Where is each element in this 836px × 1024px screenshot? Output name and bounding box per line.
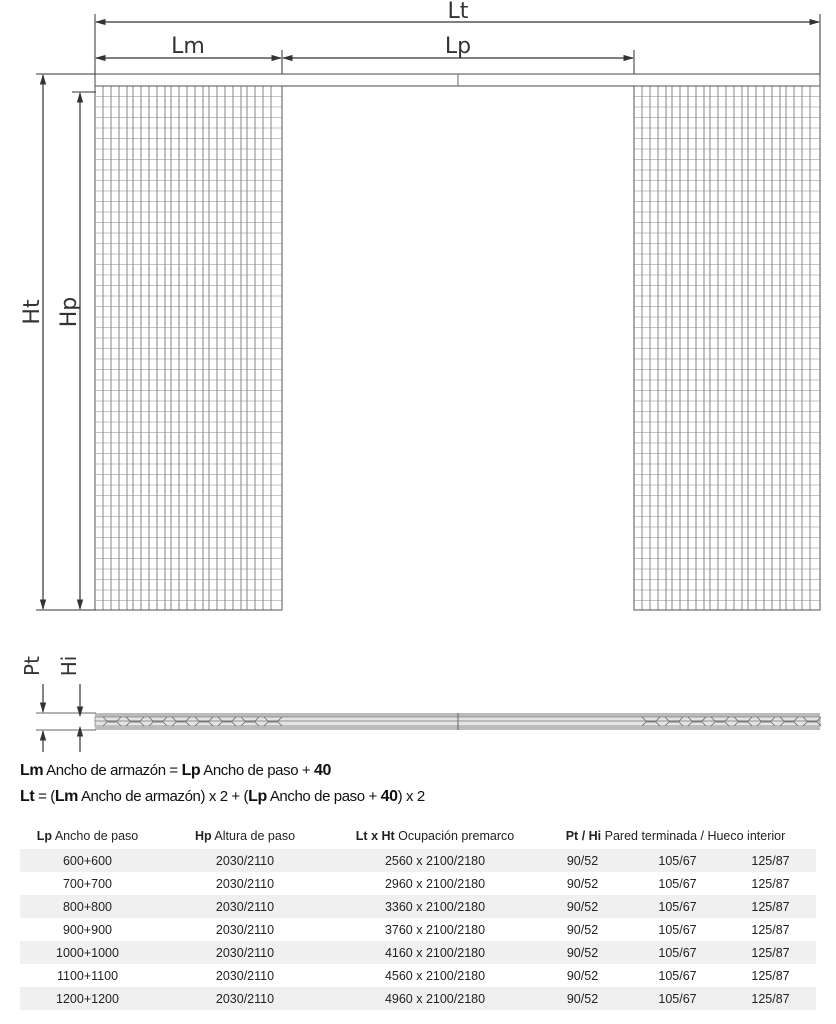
formula2-close: ) x 2 xyxy=(397,788,425,805)
header-lp-text: Ancho de paso xyxy=(52,829,139,843)
table-cell: 90/52 xyxy=(535,987,630,1010)
table-cell: 90/52 xyxy=(535,895,630,918)
table-row xyxy=(20,918,816,941)
table-cell: 3760 x 2100/2180 xyxy=(335,918,535,941)
formula1-plus: 40 xyxy=(314,762,332,779)
table-cell: 105/67 xyxy=(630,964,725,987)
formula2-lt: Lt xyxy=(20,788,35,805)
table-cell: 105/67 xyxy=(630,987,725,1010)
formula2-lm-text: Ancho de armazón) x 2 + ( xyxy=(78,788,249,805)
left-frame-grid xyxy=(95,86,282,610)
dimensions-table xyxy=(20,823,816,1010)
label-pt: Pt xyxy=(20,656,44,676)
formula1-lm: Lm xyxy=(20,762,44,779)
table-cell: 1000+1000 xyxy=(20,941,155,964)
table-cell: 2030/2110 xyxy=(155,964,335,987)
table-cell: 125/87 xyxy=(725,964,816,987)
table-cell: 125/87 xyxy=(725,987,816,1010)
formula1-lp: Lp xyxy=(181,762,201,779)
formula2-eq-open: = ( xyxy=(34,788,55,805)
table-cell: 1200+1200 xyxy=(20,987,155,1010)
table-row xyxy=(20,849,816,872)
header-pt-hi-bold: Pt / Hi xyxy=(565,829,602,843)
label-hi: Hi xyxy=(57,655,81,677)
dimension-lm-lp xyxy=(96,34,634,80)
table-cell: 700+700 xyxy=(20,872,155,895)
table-cell: 4560 x 2100/2180 xyxy=(335,964,535,987)
table-row xyxy=(20,872,816,895)
label-lm: Lm xyxy=(171,34,205,59)
table-cell: 4960 x 2100/2180 xyxy=(335,987,535,1010)
label-ht: Ht xyxy=(20,299,45,325)
formula1-lm-text: Ancho de armazón = xyxy=(43,762,182,779)
table-cell: 105/67 xyxy=(630,941,725,964)
table-cell: 2030/2110 xyxy=(155,918,335,941)
table-row xyxy=(20,987,816,1010)
header-lt-ht-text: Ocupación premarco xyxy=(394,829,515,843)
table-cell: 90/52 xyxy=(535,849,630,872)
table-cell: 600+600 xyxy=(20,849,155,872)
table-cell: 105/67 xyxy=(630,872,725,895)
table-cell: 125/87 xyxy=(725,895,816,918)
plan-section-view xyxy=(95,713,821,730)
table-row xyxy=(20,941,816,964)
table-row xyxy=(20,964,816,987)
table-cell: 2960 x 2100/2180 xyxy=(335,872,535,895)
table-cell: 105/67 xyxy=(630,895,725,918)
label-hp: Hp xyxy=(57,296,82,328)
dimension-pt-hi xyxy=(20,656,96,752)
table-cell: 3360 x 2100/2180 xyxy=(335,895,535,918)
header-lt-ht xyxy=(335,823,535,849)
dimension-ht-hp xyxy=(20,74,96,610)
table-cell: 125/87 xyxy=(725,918,816,941)
right-frame-grid xyxy=(634,86,820,610)
table-cell: 105/67 xyxy=(630,849,725,872)
header-lp xyxy=(20,823,155,849)
table-cell: 125/87 xyxy=(725,941,816,964)
table-cell: 90/52 xyxy=(535,918,630,941)
table-cell: 105/67 xyxy=(630,918,725,941)
table-cell: 2030/2110 xyxy=(155,849,335,872)
table-header-row xyxy=(20,823,816,849)
formula1-lp-text: Ancho de paso + xyxy=(200,762,315,779)
table-cell: 90/52 xyxy=(535,964,630,987)
header-lt-ht-bold: Lt x Ht xyxy=(355,829,395,843)
formula-total-width xyxy=(20,788,425,806)
formula2-lp: Lp xyxy=(248,788,267,805)
header-hp-text: Altura de paso xyxy=(211,829,296,843)
table-cell: 900+900 xyxy=(20,918,155,941)
header-hp xyxy=(155,823,335,849)
formula2-lp-text: Ancho de paso + xyxy=(266,788,381,805)
table-row xyxy=(20,895,816,918)
header-pt-hi xyxy=(535,823,816,849)
table-cell: 2030/2110 xyxy=(155,941,335,964)
table-cell: 90/52 xyxy=(535,941,630,964)
header-pt-hi-text: Pared terminada / Hueco interior xyxy=(601,829,786,843)
formula2-plus: 40 xyxy=(380,788,398,805)
table-cell: 2560 x 2100/2180 xyxy=(335,849,535,872)
label-lp: Lp xyxy=(444,34,472,59)
header-hp-bold: Hp xyxy=(194,829,212,843)
top-header-beam xyxy=(95,74,820,86)
table-cell: 2030/2110 xyxy=(155,895,335,918)
header-lp-bold: Lp xyxy=(36,829,53,843)
formula-frame-width xyxy=(20,762,331,780)
label-lt: Lt xyxy=(447,0,469,24)
formula2-lm: Lm xyxy=(54,788,79,805)
table-cell: 2030/2110 xyxy=(155,987,335,1010)
table-cell: 125/87 xyxy=(725,872,816,895)
table-cell: 800+800 xyxy=(20,895,155,918)
table-cell: 2030/2110 xyxy=(155,872,335,895)
table-cell: 4160 x 2100/2180 xyxy=(335,941,535,964)
table-cell: 90/52 xyxy=(535,872,630,895)
table-cell: 125/87 xyxy=(725,849,816,872)
table-cell: 1100+1100 xyxy=(20,964,155,987)
